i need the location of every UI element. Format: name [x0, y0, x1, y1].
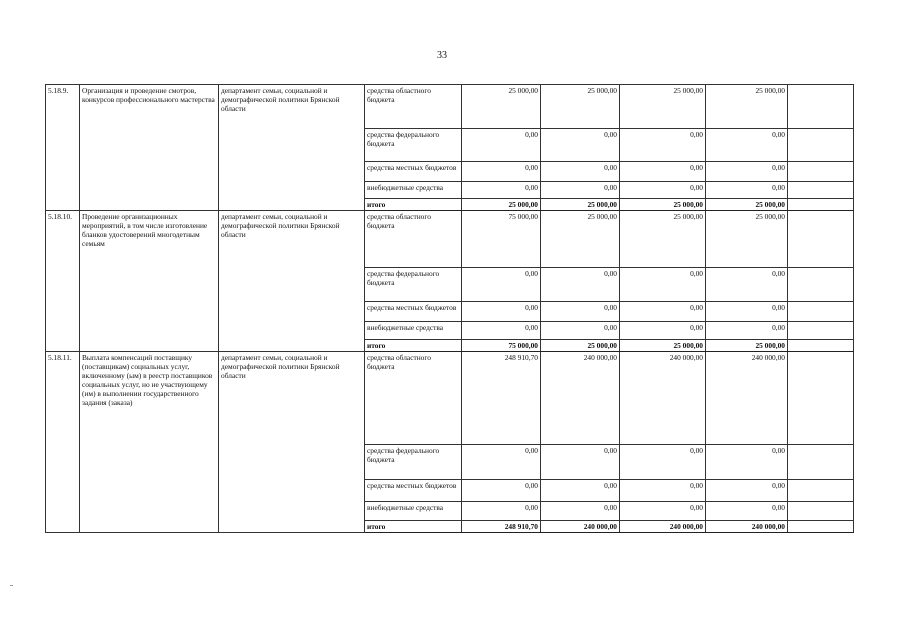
- amount-cell: 0,00: [462, 182, 541, 199]
- amount-cell: 0,00: [620, 445, 706, 480]
- amount-cell: 0,00: [706, 502, 788, 521]
- funding-source: средства областного бюджета: [365, 352, 462, 445]
- amount-cell: 240 000,00: [620, 521, 706, 533]
- measure-title: Проведение организационных мероприятий, в том числе изготовление бланков удостоверений многодетным семьям: [80, 211, 219, 352]
- amount-cell: 0,00: [620, 302, 706, 322]
- amount-cell: 0,00: [620, 480, 706, 502]
- table-row: [46, 211, 854, 268]
- empty-cell: [788, 340, 854, 352]
- amount-cell: 25 000,00: [706, 340, 788, 352]
- empty-cell: [788, 302, 854, 322]
- funding-source: средства областного бюджета: [365, 85, 462, 129]
- amount-cell: 0,00: [541, 445, 620, 480]
- amount-cell: 0,00: [541, 129, 620, 162]
- funding-source: итого: [365, 199, 462, 211]
- amount-cell: 0,00: [541, 162, 620, 182]
- amount-cell: 0,00: [620, 162, 706, 182]
- amount-cell: 0,00: [462, 322, 541, 340]
- amount-cell: 0,00: [620, 129, 706, 162]
- amount-cell: 25 000,00: [541, 199, 620, 211]
- funding-source: итого: [365, 521, 462, 533]
- amount-cell: 240 000,00: [706, 352, 788, 445]
- empty-cell: [788, 352, 854, 445]
- amount-cell: 25 000,00: [620, 211, 706, 268]
- responsible-department: департамент семьи, социальной и демографической политики Брянской области: [219, 85, 365, 211]
- amount-cell: 25 000,00: [541, 211, 620, 268]
- funding-source: внебюджетные средства: [365, 502, 462, 521]
- amount-cell: 75 000,00: [462, 340, 541, 352]
- amount-cell: 25 000,00: [462, 199, 541, 211]
- funding-source: внебюджетные средства: [365, 182, 462, 199]
- empty-cell: [788, 268, 854, 302]
- amount-cell: 25 000,00: [706, 85, 788, 129]
- empty-cell: [788, 211, 854, 268]
- amount-cell: 0,00: [706, 322, 788, 340]
- amount-cell: 25 000,00: [620, 199, 706, 211]
- amount-cell: 0,00: [706, 445, 788, 480]
- funding-source: средства федерального бюджета: [365, 268, 462, 302]
- funding-source: средства местных бюджетов: [365, 480, 462, 502]
- amount-cell: 75 000,00: [462, 211, 541, 268]
- amount-cell: 0,00: [462, 445, 541, 480]
- amount-cell: 0,00: [462, 268, 541, 302]
- empty-cell: [788, 85, 854, 129]
- measure-code: 5.18.9.: [46, 85, 80, 211]
- table-row: [46, 352, 854, 445]
- empty-cell: [788, 182, 854, 199]
- amount-cell: 25 000,00: [620, 340, 706, 352]
- amount-cell: 240 000,00: [541, 352, 620, 445]
- empty-cell: [788, 480, 854, 502]
- scan-mark: [10, 585, 13, 586]
- amount-cell: 0,00: [541, 182, 620, 199]
- empty-cell: [788, 445, 854, 480]
- amount-cell: 248 910,70: [462, 521, 541, 533]
- amount-cell: 240 000,00: [620, 352, 706, 445]
- empty-cell: [788, 521, 854, 533]
- amount-cell: 0,00: [541, 322, 620, 340]
- empty-cell: [788, 322, 854, 340]
- empty-cell: [788, 199, 854, 211]
- funding-source: средства федерального бюджета: [365, 129, 462, 162]
- funding-source: итого: [365, 340, 462, 352]
- amount-cell: 25 000,00: [541, 85, 620, 129]
- amount-cell: 0,00: [706, 162, 788, 182]
- amount-cell: 0,00: [462, 129, 541, 162]
- amount-cell: 0,00: [462, 302, 541, 322]
- amount-cell: 0,00: [541, 302, 620, 322]
- measure-code: 5.18.11.: [46, 352, 80, 533]
- amount-cell: 0,00: [541, 480, 620, 502]
- table-row: [46, 85, 854, 129]
- amount-cell: 25 000,00: [620, 85, 706, 129]
- funding-source: средства местных бюджетов: [365, 302, 462, 322]
- amount-cell: 240 000,00: [706, 521, 788, 533]
- amount-cell: 240 000,00: [541, 521, 620, 533]
- responsible-department: департамент семьи, социальной и демографической политики Брянской области: [219, 352, 365, 533]
- page-number: 33: [437, 50, 447, 61]
- measure-code: 5.18.10.: [46, 211, 80, 352]
- amount-cell: 0,00: [462, 502, 541, 521]
- amount-cell: 0,00: [706, 302, 788, 322]
- amount-cell: 0,00: [541, 268, 620, 302]
- funding-source: внебюджетные средства: [365, 322, 462, 340]
- amount-cell: 0,00: [706, 129, 788, 162]
- amount-cell: 25 000,00: [541, 340, 620, 352]
- amount-cell: 0,00: [620, 268, 706, 302]
- responsible-department: департамент семьи, социальной и демографической политики Брянской области: [219, 211, 365, 352]
- amount-cell: 0,00: [706, 268, 788, 302]
- measure-title: Организация и проведение смотров, конкурсов профессионального мастерства: [80, 85, 219, 211]
- budget-table: [45, 84, 854, 533]
- amount-cell: 25 000,00: [462, 85, 541, 129]
- empty-cell: [788, 502, 854, 521]
- amount-cell: 0,00: [462, 162, 541, 182]
- empty-cell: [788, 129, 854, 162]
- amount-cell: 0,00: [620, 322, 706, 340]
- amount-cell: 25 000,00: [706, 211, 788, 268]
- amount-cell: 0,00: [620, 502, 706, 521]
- amount-cell: 0,00: [706, 480, 788, 502]
- funding-source: средства федерального бюджета: [365, 445, 462, 480]
- amount-cell: 0,00: [620, 182, 706, 199]
- funding-source: средства местных бюджетов: [365, 162, 462, 182]
- measure-title: Выплата компенсаций поставщику (поставщикам) социальных услуг, включенному (ым) в реестр поставщиков социальных услуг, но не участвующему (им) в выполнении государственного задания (заказа): [80, 352, 219, 533]
- funding-source: средства областного бюджета: [365, 211, 462, 268]
- amount-cell: 0,00: [462, 480, 541, 502]
- amount-cell: 248 910,70: [462, 352, 541, 445]
- amount-cell: 0,00: [541, 502, 620, 521]
- amount-cell: 25 000,00: [706, 199, 788, 211]
- empty-cell: [788, 162, 854, 182]
- amount-cell: 0,00: [706, 182, 788, 199]
